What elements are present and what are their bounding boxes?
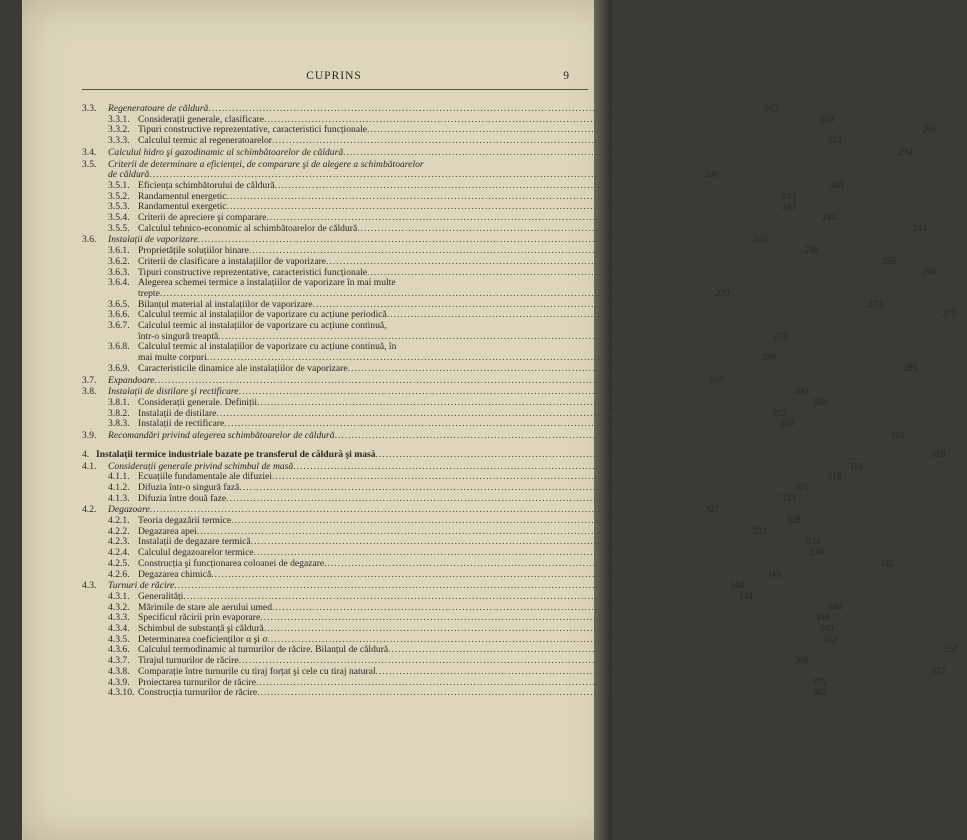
- toc-entry-page: 222: [827, 135, 842, 147]
- toc-entry-page: 256: [881, 255, 896, 267]
- toc-entry-number: 3.4.: [82, 146, 97, 158]
- toc-entry-page: 344: [738, 590, 754, 602]
- toc-entry-title: Difuzia într-o singură fază: [138, 481, 240, 493]
- page-title: CUPRINS: [306, 70, 362, 82]
- toc-entry-title: Expandoare: [108, 374, 155, 386]
- toc-entry-title: Generalități: [138, 590, 184, 602]
- toc-entry-number: 4.3.1.: [108, 590, 130, 602]
- toc-entry-title: Randamentul energetic: [138, 190, 227, 202]
- toc-leader-dots: [155, 376, 699, 387]
- toc-entry-page: 275: [942, 309, 957, 321]
- toc-entry-title: Degazoare: [108, 504, 150, 516]
- toc-entry-number: 3.7.: [82, 374, 97, 386]
- toc-entry-page: 339: [808, 547, 824, 559]
- toc-entry: [82, 665, 946, 678]
- toc-entry-title: Construcția turnurilor de răcire: [138, 687, 258, 699]
- toc-entry-number: 3.6.4.: [108, 277, 130, 289]
- toc-entry-page: 280: [762, 352, 777, 364]
- toc-entry-number: 4.1.: [82, 460, 97, 472]
- toc-leader-dots: [324, 559, 868, 570]
- toc-entry-number: 4.2.5.: [108, 557, 130, 569]
- toc-entry-title: Instalații de distilare: [138, 407, 217, 419]
- toc-entry-page: 241: [830, 179, 845, 191]
- toc-entry-page: 246: [804, 245, 819, 257]
- toc-entry-page: 349: [819, 623, 834, 635]
- toc-entry-title: Considerații generale privind schimbul de masă: [108, 460, 294, 472]
- toc-entry-title: Instalații de degazare termică: [138, 536, 251, 548]
- toc-entry: [82, 557, 894, 570]
- toc-entry-title: Proprietățile soluțiilor binare: [138, 245, 249, 257]
- toc-entry-title: Degazarea chimică: [138, 568, 212, 580]
- toc-entry-number: 3.5.1.: [108, 179, 130, 191]
- toc-entry-number: 3.5.5.: [108, 222, 130, 234]
- toc-entry-number: 3.3.1.: [108, 113, 130, 125]
- toc-entry: [82, 374, 725, 387]
- toc-entry-title: Calculul termic al instalațiilor de vaporizare cu acțiune periodică: [138, 309, 387, 321]
- toc-entry-number: 3.3.2.: [108, 124, 130, 136]
- toc-entry-title: Calculul hidro şi gazodinamic al schimbătoarelor de căldură: [108, 146, 344, 158]
- toc-entry-title: Tipuri constructive reprezentative, caracteristici funcționale: [138, 124, 367, 136]
- toc-entry-page: 328: [786, 515, 801, 527]
- toc-entry-title: Calculul termodinamic al turnurilor de răcire. Bilanțul de căldură: [138, 644, 389, 656]
- toc-entry-page: 245: [753, 234, 768, 246]
- toc-entry-page: 321: [794, 481, 810, 493]
- toc-entry-title: Mărimile de stare ale aerului umed: [138, 601, 272, 613]
- toc-entry-page: 323: [781, 492, 796, 504]
- toc-entry-title: Regeneratoare de căldură: [108, 103, 209, 114]
- toc-entry-number: 3.8.3.: [108, 418, 130, 430]
- toc-leader-dots: [343, 148, 887, 159]
- toc-entry-number: 4.3.6.: [108, 644, 130, 656]
- toc-entry: [82, 146, 913, 159]
- toc-entry-page: 300: [793, 386, 809, 398]
- toc-leader-dots: [335, 431, 879, 442]
- table-of-contents: [82, 103, 958, 699]
- toc-leader-dots: [226, 494, 770, 505]
- toc-entry-page: 244: [912, 222, 927, 234]
- toc-entry-page: 203: [819, 113, 834, 125]
- toc-leader-dots: [376, 450, 920, 461]
- toc-entry-number: 4.3.3.: [108, 612, 130, 624]
- toc-entry-number: 4.1.1.: [108, 471, 130, 483]
- toc-entry-page: 348: [815, 612, 831, 624]
- toc-entry-page: 368: [793, 655, 809, 667]
- toc-entry-number: 3.6.: [82, 234, 97, 246]
- toc-entry-page: 302: [771, 407, 787, 419]
- toc-entry-number: 4.2.4.: [108, 547, 130, 559]
- toc-entry-number: 4.3.5.: [108, 633, 130, 645]
- toc-entry-page: 244: [821, 212, 837, 224]
- toc-entry-number: 4.2.6.: [108, 568, 130, 580]
- toc-entry: [82, 418, 795, 430]
- toc-leader-dots: [211, 570, 755, 581]
- toc-entry-number: 4.2.: [82, 504, 97, 516]
- toc-entry-page: 382: [812, 687, 827, 699]
- toc-entry-title: Caracteristicile dinamice ale instalațiilor de vaporizare: [138, 362, 348, 374]
- toc-entry-page: 318: [930, 448, 946, 460]
- toc-entry-title: Criterii de clasificare a instalațiilor de vaporizare: [138, 255, 327, 267]
- toc-entry-page: 318: [827, 471, 842, 483]
- toc-entry-title: Randamentul exergetic: [138, 201, 227, 213]
- book-page: [22, 0, 958, 840]
- toc-entry-page: 203: [763, 103, 779, 114]
- toc-entry-page: 205: [922, 124, 937, 136]
- toc-entry: [82, 255, 896, 268]
- toc-entry: [82, 492, 796, 505]
- toc-entry-page: 270: [715, 287, 730, 299]
- toc-entry-page: 243: [781, 190, 797, 202]
- toc-entry-page: 260: [922, 266, 937, 278]
- toc-leader-dots: [367, 268, 911, 279]
- toc-leader-dots: [224, 419, 768, 430]
- toc-entry-title: Teoria degazării termice: [138, 515, 232, 527]
- toc-entry-number: 4.3.7.: [108, 655, 130, 667]
- toc-entry-title: Calculul degazoarelor termice: [138, 547, 254, 559]
- toc-entry-title: Comparație între turnurile cu tiraj forțat şi cele cu tiraj natural: [138, 665, 376, 677]
- toc-entry: [82, 687, 827, 699]
- toc-entry-title: Tipuri constructive reprezentative, caracteristici funcționale: [138, 266, 367, 278]
- toc-entry-number: 4.3.4.: [108, 623, 130, 635]
- toc-entry-number: 4.3.8.: [108, 665, 130, 677]
- toc-entry-number: 3.8.1.: [108, 396, 130, 408]
- toc-entry-title: Alegerea schemei termice a instalațiilor de vaporizare în mai multe: [138, 277, 396, 289]
- toc-entry-number: 4.3.10.: [108, 687, 135, 699]
- toc-entry-page: 357: [943, 644, 958, 656]
- toc-entry-page: 243: [781, 201, 797, 213]
- page-header: [82, 70, 586, 88]
- toc-entry-number: 4.3.: [82, 580, 97, 592]
- toc-entry-title: trepte: [138, 287, 160, 299]
- toc-entry-number: 4.3.2.: [108, 601, 130, 613]
- toc-entry-title: Ecuațiile fundamentale ale difuziei: [138, 471, 272, 483]
- toc-entry-page: 346: [827, 601, 842, 613]
- toc-entry-title: Tirajul turnurilor de răcire: [138, 655, 239, 667]
- toc-entry-page: 318: [848, 460, 863, 472]
- page-number: 9: [563, 70, 570, 82]
- toc-entry-title: Proiectarea turnurilor de răcire: [138, 676, 256, 688]
- toc-entry-title: Instalații de vaporizare: [108, 234, 198, 246]
- toc-entry-page: 305: [779, 418, 795, 430]
- toc-entry-page: 289: [903, 362, 918, 374]
- toc-leader-dots: [257, 688, 801, 699]
- toc-entry-title: Criterii de determinare a eficienței, de comparare şi de alegere a schimbătoarelor: [108, 158, 424, 170]
- toc-entry-title: într-o singură treaptă: [138, 330, 219, 342]
- header-rule: [82, 89, 588, 90]
- toc-entry: [82, 568, 781, 581]
- toc-entry-page: 342: [879, 557, 894, 569]
- toc-entry-title: Calculul tehnico-economic al schimbătoarelor de căldură: [138, 222, 358, 234]
- toc-entry-number: 3.6.8.: [108, 341, 130, 353]
- toc-leader-dots: [272, 136, 816, 147]
- toc-entry-title: Calculul termic al regeneratoarelor: [138, 135, 272, 147]
- toc-entry-page: 300: [812, 396, 827, 408]
- toc-entry-number: 4.1.3.: [108, 492, 130, 504]
- toc-entry-title: Schimbul de substanță şi căldură: [138, 623, 264, 635]
- toc-entry-title: mai multe corpuri: [138, 352, 207, 364]
- toc-entry-title: Determinarea coeficienților α şi σ: [138, 633, 268, 645]
- toc-entry-number: 3.8.2.: [108, 407, 130, 419]
- toc-entry-title: Considerații generale. Definiții: [138, 396, 258, 408]
- toc-entry-number: 3.6.3.: [108, 266, 130, 278]
- toc-entry-number: 3.3.3.: [108, 135, 130, 147]
- toc-entry: [82, 135, 842, 147]
- toc-leader-dots: [239, 483, 783, 494]
- toc-entry-number: 3.5.: [82, 158, 97, 170]
- toc-leader-dots: [348, 364, 892, 375]
- toc-entry-page: 279: [773, 330, 789, 342]
- toc-entry-number: 4.: [82, 448, 90, 460]
- toc-leader-dots: [376, 667, 920, 678]
- toc-entry-title: Instalații de rectificare: [138, 418, 225, 430]
- toc-entry-number: 4.2.1.: [108, 515, 130, 527]
- toc-entry-title: Instalații de distilare şi rectificare: [108, 386, 239, 398]
- toc-entry-page: 332: [752, 525, 767, 537]
- toc-entry-title: Construcția şi funcționarea coloanei de degazare: [138, 557, 325, 569]
- toc-entry-title: Eficiența schimbătorului de căldură: [138, 179, 275, 191]
- toc-entry-page: 234: [898, 146, 913, 158]
- toc-entry-page: 273: [867, 298, 883, 310]
- toc-entry-number: 3.3.: [82, 103, 97, 114]
- toc-entry-number: 3.6.1.: [108, 245, 130, 257]
- toc-entry-title: Instalații termice industriale bazate pe transferul de căldură şi masă: [96, 448, 376, 460]
- toc-entry-page: 372: [930, 665, 946, 677]
- toc-leader-dots: [357, 224, 901, 235]
- toc-entry-number: 3.5.3.: [108, 201, 130, 213]
- toc-entry-page: 344: [729, 580, 745, 592]
- toc-entry-number: 3.5.4.: [108, 212, 130, 224]
- toc-entry-number: 3.6.6.: [108, 309, 130, 321]
- toc-entry: [82, 362, 918, 375]
- toc-entry-title: Calculul termic al instalațiilor de vaporizare cu acțiune continuă,: [138, 320, 387, 332]
- toc-entry-title: Degazarea apei: [138, 525, 197, 537]
- toc-entry-page: 327: [705, 504, 720, 516]
- toc-entry-number: 3.6.2.: [108, 255, 130, 267]
- toc-entry-number: 4.1.2.: [108, 481, 130, 493]
- toc-entry: [82, 448, 946, 461]
- toc-entry-number: 4.2.3.: [108, 536, 130, 548]
- toc-entry-page: 314: [889, 430, 905, 442]
- toc-entry-title: de căldură: [108, 169, 150, 181]
- toc-entry-number: 3.8.: [82, 386, 97, 398]
- toc-entry-page: 343: [766, 568, 781, 580]
- toc-entry-title: Recomandări privind alegerea schimbătoarelor de căldură: [108, 430, 335, 442]
- toc-entry-page: 375: [811, 676, 826, 688]
- toc-entry-title: Considerații generale, clasificare: [138, 113, 264, 125]
- toc-leader-dots: [387, 310, 931, 321]
- toc-entry-page: 240: [704, 169, 720, 181]
- toc-entry-number: 4.3.9.: [108, 676, 130, 688]
- toc-entry-title: Specificul răcirii prin evaporare: [138, 612, 261, 624]
- toc-entry-title: Calculul termic al instalațiilor de vaporizare cu acțiune continuă, în: [138, 341, 397, 353]
- toc-entry-number: 3.6.7.: [108, 320, 130, 332]
- toc-entry-title: Bilanțul material al instalațiilor de vaporizare: [138, 298, 313, 310]
- toc-entry-number: 3.5.2.: [108, 190, 130, 202]
- toc-entry: [82, 481, 810, 494]
- toc-entry-number: 3.6.5.: [108, 298, 130, 310]
- toc-entry: [82, 222, 927, 235]
- toc-entry-title: Criterii de apreciere şi comparare: [138, 212, 267, 224]
- toc-entry-page: 352: [822, 633, 838, 645]
- toc-entry-page: 334: [806, 536, 821, 548]
- toc-entry-title: Difuzia între două faze: [138, 492, 227, 504]
- toc-leader-dots: [326, 257, 870, 268]
- toc-entry-number: 4.2.2.: [108, 525, 130, 537]
- toc-entry-number: 3.9.: [82, 430, 97, 442]
- toc-entry-number: 3.6.9.: [108, 362, 130, 374]
- toc-entry: [82, 430, 905, 442]
- toc-entry-title: Turnuri de răcire: [108, 580, 175, 592]
- toc-entry-page: 297: [709, 374, 725, 386]
